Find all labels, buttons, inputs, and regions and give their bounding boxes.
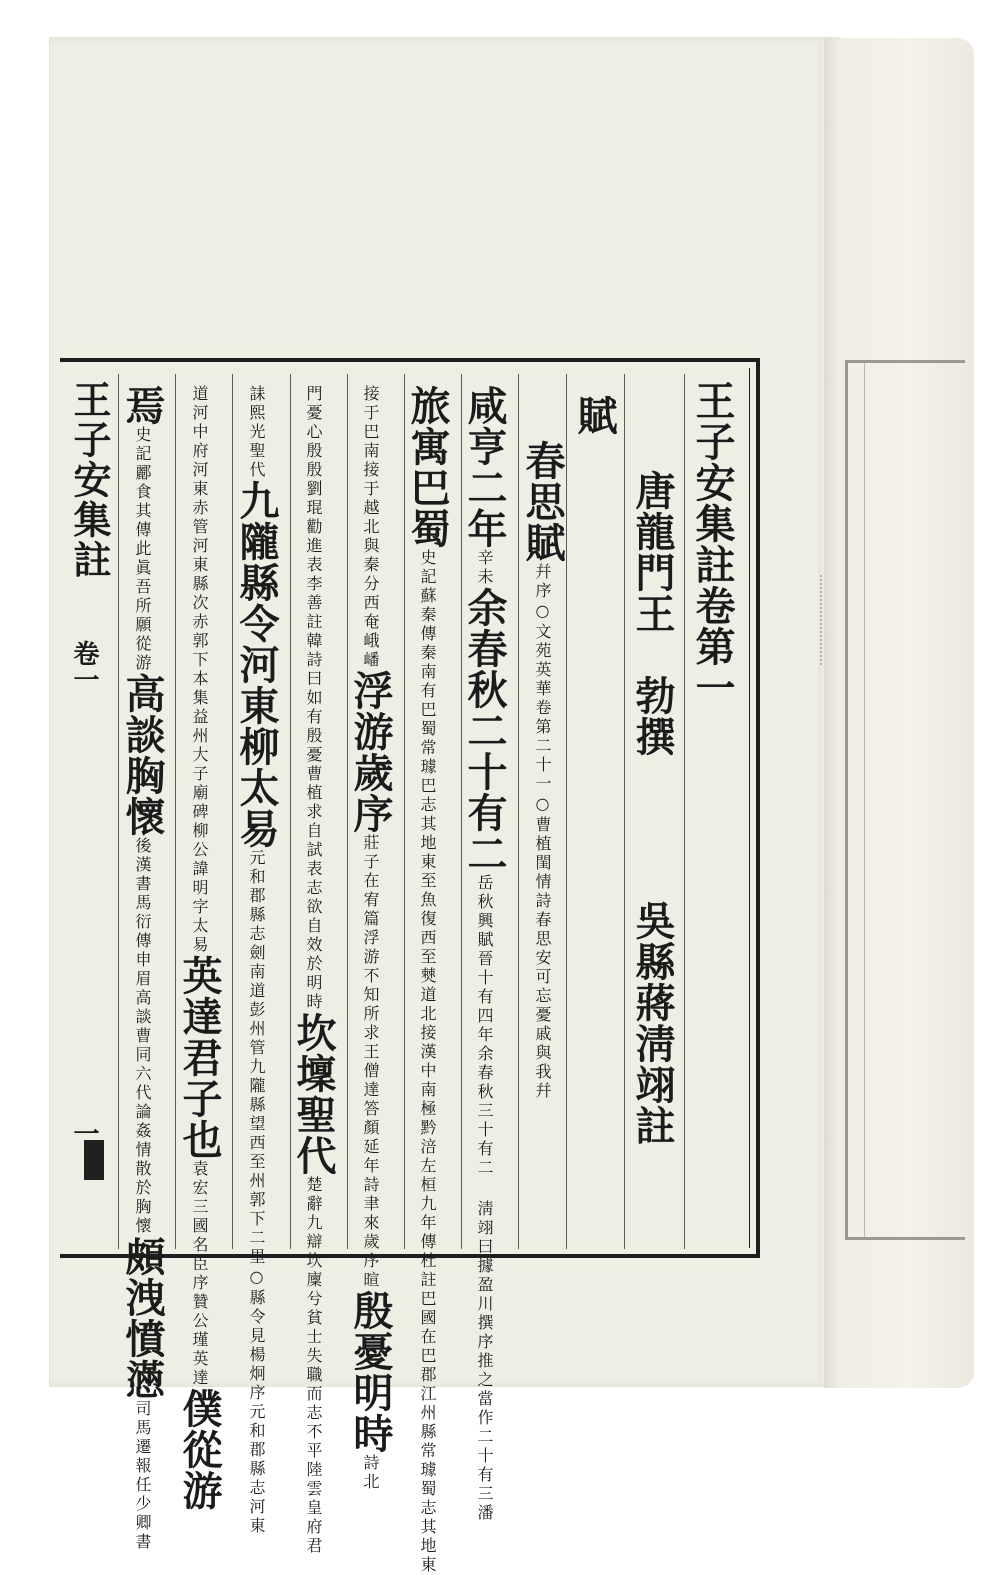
text-column-5 [291, 385, 335, 1556]
annotation: 幷序○文苑英華卷第二十一○曹植閨情詩春思安可忘憂戚與我幷 [533, 563, 552, 1101]
text-column-7 [177, 385, 221, 1511]
text-column-6 [234, 385, 278, 1536]
annotation: 岳秋興賦晉十有四年余春秋三十有二 淸翊曰據盈川撰序推之當作二十有三潘 [475, 874, 494, 1523]
annotation: 楚辭九辯坎廩兮貧士失職而志不平陸雲皇府君 [304, 1176, 323, 1556]
volume-title: 王子安集註卷第一 [689, 380, 736, 708]
main-text: 僕從游 [176, 1388, 223, 1511]
annotation: 後漢書馬衍傳申眉高談曹同六代論姦情散於胸懷 [133, 837, 152, 1236]
fish-tail-mark [84, 1140, 104, 1180]
annotation: 元和郡縣志劍南道彭州管九隴縣望西至州郭下二里○縣令見楊炯序元和郡縣志河東 [247, 849, 266, 1536]
frame-inner-line [749, 368, 750, 1248]
spine-title: 王子安集註 [67, 380, 112, 580]
annotation: 詩北 [361, 1454, 380, 1492]
column-rule [566, 374, 567, 1249]
column-rule [684, 374, 685, 1249]
main-text: 焉 [119, 385, 166, 426]
main-text: 九隴縣令河東柳太易 [233, 480, 280, 849]
annotation: 辛未 [475, 549, 494, 587]
spine-volume: 卷一 [69, 640, 99, 692]
main-text: 殷憂明時 [347, 1290, 394, 1454]
author-line: 唐龍門王 勃撰 [629, 470, 676, 757]
text-column-3 [405, 385, 449, 1575]
main-text: 浮游歲序 [347, 670, 394, 834]
main-text: 旅寓巴蜀 [404, 385, 451, 549]
main-text: 英達君子也 [176, 955, 223, 1160]
text-column-1 [520, 440, 564, 1101]
annotation: 莊子在宥篇浮游不知所求王僧達答顏延年詩聿來歲序暄 [361, 834, 380, 1290]
spine-page-number: 一 [69, 1120, 99, 1146]
text-column-8 [120, 385, 164, 1552]
annotation: 門憂心殷殷劉琨勸進表李善註韓詩曰如有殷憂曹植求自試表志欲自效於明時 [304, 385, 323, 1012]
annotation: 袁宏三國名臣序贊公瑾英達 [190, 1160, 209, 1388]
annotation: 史記酈食其傳此眞吾所願從游 [133, 426, 152, 673]
annotation: 史記蘇秦傳秦南有巴蜀常璩巴志其地東至魚復西至僰道北接漢中南極黔涪左桓九年傳杜註巴國在巴郡江州縣常璩蜀志其地東 [418, 549, 437, 1575]
next-page-frame [845, 360, 965, 1240]
binding-stitch-marks [820, 575, 828, 665]
main-text: 咸亨二年 [461, 385, 508, 549]
annotation: 誄熙光聖代 [247, 385, 266, 480]
commentator-line: 吳縣蔣淸翊註 [629, 900, 676, 1146]
main-text: 余春秋二十有二 [461, 587, 508, 874]
main-text: 頗洩憤懣 [119, 1236, 166, 1400]
main-text: 坎壈聖代 [290, 1012, 337, 1176]
annotation: 接于巴南接于越北與秦分西奄峨嶓 [361, 385, 380, 670]
text-column-2 [462, 385, 506, 1523]
main-text: 高談胸懷 [119, 673, 166, 837]
section-heading: 賦 [571, 395, 618, 436]
annotation: 道河中府河東赤管河東縣次赤郭下本集益州大子廟碑柳公諱明字太易 [190, 385, 209, 955]
annotation: 司馬遷報任少卿書 [133, 1400, 152, 1552]
column-rule [624, 374, 625, 1249]
main-text: 春思賦 [519, 440, 566, 563]
next-page-rule [864, 363, 865, 1237]
text-column-4 [348, 385, 392, 1492]
